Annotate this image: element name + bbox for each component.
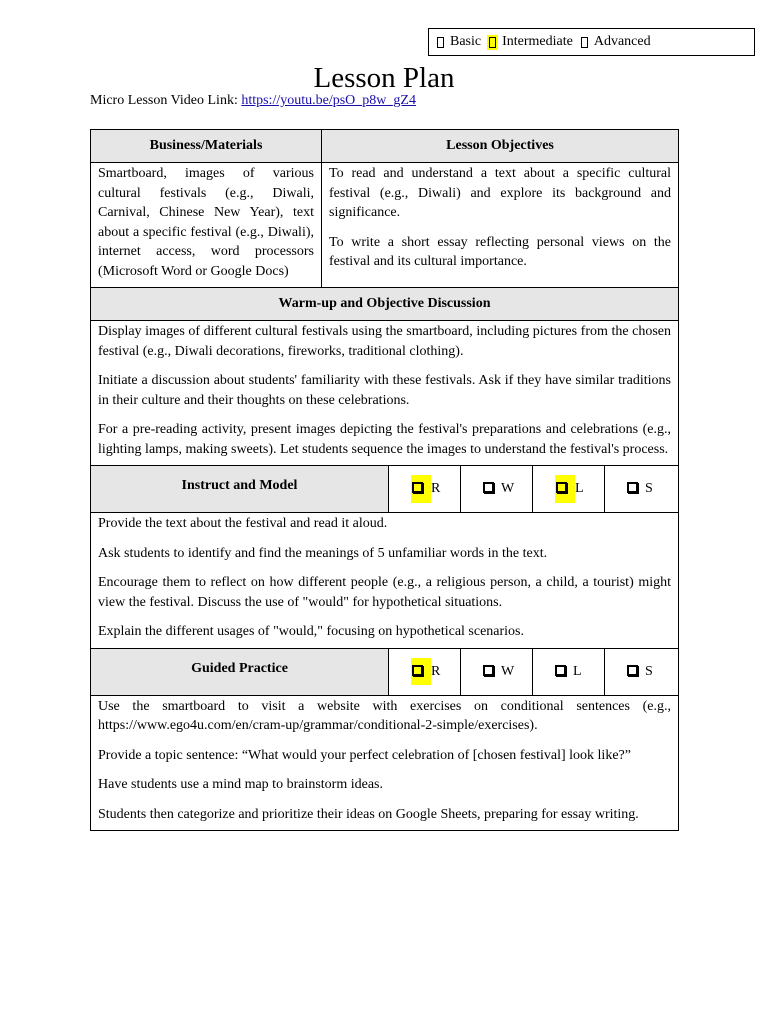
warmup-item: Display images of different cultural festivals using the smartboard, including pictures from the chosen festival (e.g., Diwali decorations, fireworks, traditional clothing). [98,324,672,359]
materials-cell [91,163,322,288]
checkbox-icon[interactable] [483,665,494,676]
instruct-skill-s[interactable] [605,466,679,513]
guided-item: Use the smartboard to visit a website with exercises on conditional sentences (e.g., https://www.ego4u.com/en/cram-up/grammar/conditional-2-simple/exercises). [98,698,672,733]
skill-label: S [645,663,653,679]
level-basic-label: Basic [450,34,482,49]
level-basic[interactable] [437,34,481,50]
guided-skill-r[interactable] [389,648,461,695]
listening-highlight [555,475,575,503]
objectives-cell [322,163,679,288]
instruct-item: Ask students to identify and find the meanings of 5 unfamiliar words in the text. [98,545,548,561]
instruct-skill-r[interactable] [389,466,461,513]
skill-label: R [431,663,441,679]
lesson-plan-table [90,129,678,831]
reading-highlight [411,658,431,686]
instruct-header [91,466,389,513]
skill-label: W [501,663,515,679]
checkbox-icon[interactable] [556,482,567,493]
materials-text: Smartboard, images of various cultural festivals (e.g., Diwali, Carnival, Chinese New Year), text about a specific festival (e.g., Diwali), internet access, word processors (Microsoft Word or Google Docs) [98,166,314,279]
guided-skill-s[interactable] [605,648,679,695]
basic-checkbox-icon[interactable] [437,37,444,48]
objective-item: To write a short essay reflecting personal views on the festival and its cultural importance. [329,234,672,269]
skill-label: W [501,481,515,497]
guided-skill-l[interactable] [533,648,605,695]
guided-cell [91,695,679,831]
instruct-cell [91,513,679,649]
objectives-header: Lesson Objectives [322,130,679,163]
intermediate-checkbox-icon[interactable] [489,37,496,48]
checkbox-icon[interactable] [483,482,494,493]
video-link-line [90,93,416,109]
reading-highlight [411,475,431,503]
skill-label: R [431,481,441,497]
guided-item: Provide a topic sentence: “What would your perfect celebration of [chosen festival] look like?” [98,747,631,763]
instruct-skill-l[interactable] [533,466,605,513]
page-title: Lesson Plan [313,62,455,94]
warmup-item: Initiate a discussion about students' familiarity with these festivals. Ask if they have similar traditions in their culture and their thoughts on these celebrations. [98,373,672,408]
skill-label: L [575,481,584,497]
guided-skill-w[interactable] [461,648,533,695]
guided-item: Have students use a mind map to brainstorm ideas. [98,777,383,792]
instruct-item: Explain the different usages of "would," focusing on hypothetical scenarios. [98,624,525,639]
guided-item: Students then categorize and prioritize their ideas on Google Sheets, preparing for essay writing. [98,806,639,822]
instruct-header-label: Instruct and Model [181,478,298,494]
checkbox-icon[interactable] [627,482,638,493]
advanced-checkbox-icon[interactable] [581,37,588,48]
warmup-cell [91,321,679,466]
checkbox-icon[interactable] [555,665,566,676]
warmup-header: Warm-up and Objective Discussion [91,288,679,321]
checkbox-icon[interactable] [412,482,423,493]
instruct-skill-w[interactable] [461,466,533,513]
objective-item: To read and understand a text about a specific cultural festival (e.g., Diwali) and explore its background and significance. [329,166,672,220]
level-advanced[interactable] [581,34,651,50]
checkbox-icon[interactable] [627,665,638,676]
level-selector [428,28,755,56]
level-advanced-label: Advanced [593,34,651,49]
guided-header-label: Guided Practice [191,660,288,676]
level-intermediate-label: Intermediate [502,34,573,49]
level-intermediate[interactable] [489,34,573,50]
materials-header: Business/Materials [91,130,322,163]
guided-header [91,648,389,695]
checkbox-icon[interactable] [412,665,423,676]
video-link[interactable]: https://youtu.be/psO_p8w_gZ4 [241,93,416,108]
video-link-label: Micro Lesson Video Link: [90,93,242,108]
skill-label: S [645,481,653,497]
instruct-item: Encourage them to reflect on how different people (e.g., a religious person, a child, a tourist) might view the festival. Discuss the use of "would" for hypothetical situations. [98,575,672,610]
instruct-item: Provide the text about the festival and read it aloud. [98,516,388,531]
skill-label: L [573,663,582,679]
warmup-item: For a pre-reading activity, present images depicting the festival's preparations and celebrations (e.g., lighting lamps, making sweets). Let students sequence the images to understand the festival's process. [98,422,672,457]
